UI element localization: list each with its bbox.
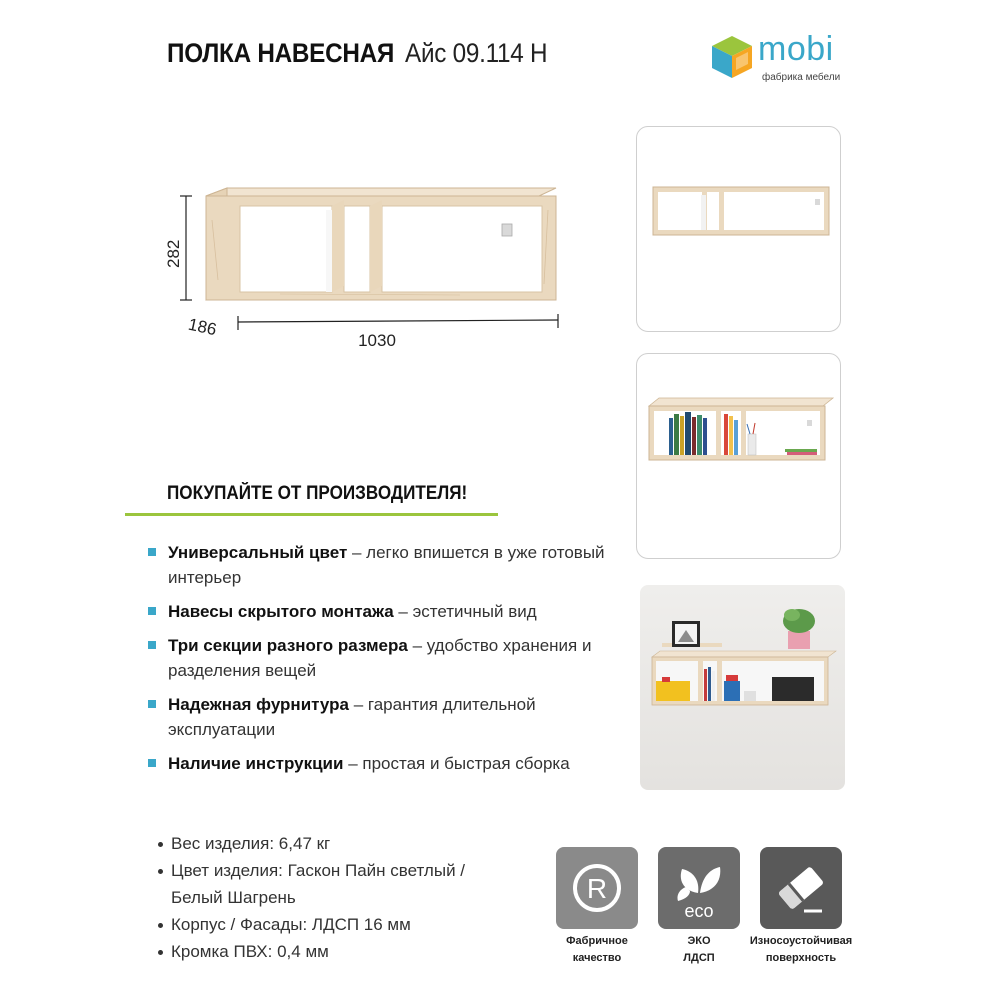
feature-description: – гарантия длительной эксплуатации (168, 695, 536, 739)
bullet-dot-icon (158, 842, 163, 847)
spec-color-continued: Белый Шагрень (171, 888, 296, 907)
specs-list (158, 830, 538, 965)
eco-leaves-icon (658, 847, 740, 929)
feature-description: – эстетичный вид (393, 602, 537, 621)
buy-from-manufacturer-heading: ПОКУПАЙТЕ ОТ ПРОИЗВОДИТЕЛЯ! (167, 483, 468, 504)
wear-resistant-badge (760, 847, 842, 929)
thumbnail-interior-photo[interactable] (640, 585, 845, 790)
shelf-dimension-drawing (160, 180, 580, 360)
bullet-square-icon (148, 700, 156, 708)
feature-description: – легко впишется в уже готовый интерьер (168, 543, 605, 587)
title-product-type: ПОЛКА НАВЕСНАЯ (167, 38, 395, 68)
feature-item (148, 633, 618, 683)
feature-title: Универсальный цвет (168, 543, 348, 562)
eco-text: eco (684, 901, 714, 921)
feature-title: Три секции разного размера (168, 636, 408, 655)
thumbnail-empty-shelf[interactable] (636, 126, 841, 332)
cube-logo-icon (710, 34, 754, 80)
eco-badge (658, 847, 740, 929)
logo-wordmark: mobi (758, 30, 834, 68)
wear-resistant-badge-label: Износоустойчивая поверхность (749, 935, 853, 964)
bullet-square-icon (148, 548, 156, 556)
feature-description: – простая и быстрая сборка (343, 754, 570, 773)
eraser-icon (760, 847, 842, 929)
bullet-square-icon (148, 641, 156, 649)
feature-item (148, 599, 618, 624)
features-list (148, 540, 618, 785)
interior-scene-image (640, 585, 845, 790)
feature-description: – удобство хранения и разделения вещей (168, 636, 592, 680)
spec-color: Цвет изделия: Гаскон Пайн светлый / (158, 857, 538, 884)
brand-logo (710, 30, 850, 90)
spec-edge: Кромка ПВХ: 0,4 мм (158, 938, 538, 965)
bullet-square-icon (148, 759, 156, 767)
shelf-books-image (637, 354, 840, 558)
title-model: Айс 09.114 Н (404, 38, 547, 68)
width-dimension-label: 1030 (358, 331, 396, 350)
bullet-dot-icon (158, 950, 163, 955)
heading-underline (125, 513, 498, 516)
feature-item (148, 540, 618, 590)
page-title (167, 36, 563, 70)
feature-item (148, 751, 618, 776)
svg-text:R: R (586, 873, 608, 904)
feature-title: Наличие инструкции (168, 754, 344, 773)
spec-body-material: Корпус / Фасады: ЛДСП 16 мм (158, 911, 538, 938)
bullet-square-icon (148, 607, 156, 615)
quality-badge-label: Фабричное качество (566, 935, 628, 964)
thumbnail-shelf-with-books[interactable] (636, 353, 841, 559)
depth-dimension-label: 186 (186, 314, 219, 340)
feature-title: Навесы скрытого монтажа (168, 602, 394, 621)
bullet-dot-icon (158, 869, 163, 874)
feature-item (148, 692, 618, 742)
registered-icon (556, 847, 638, 929)
quality-badge (556, 847, 638, 929)
eco-badge-label: ЭКО ЛДСП (683, 935, 715, 964)
logo-subtitle: фабрика мебели (762, 72, 841, 83)
height-dimension-label: 282 (164, 239, 183, 268)
feature-title: Надежная фурнитура (168, 695, 349, 714)
spec-weight: Вес изделия: 6,47 кг (158, 830, 538, 857)
shelf-front-image (637, 127, 840, 331)
bullet-dot-icon (158, 923, 163, 928)
